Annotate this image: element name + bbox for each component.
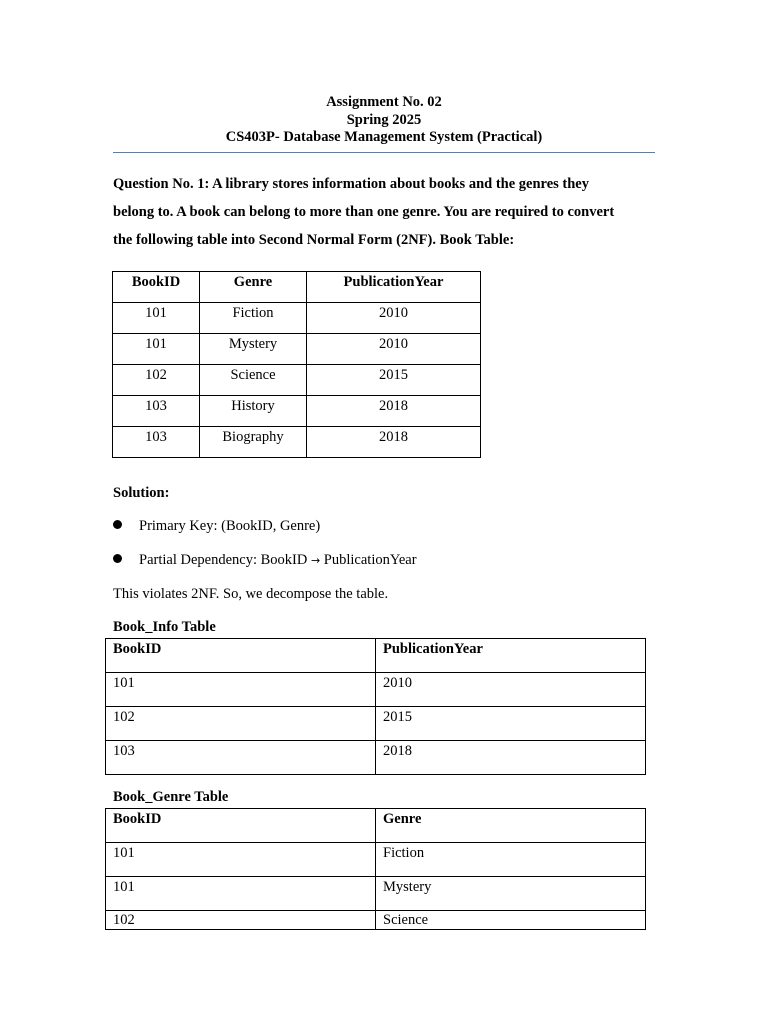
table-row <box>113 396 481 427</box>
book-table-header-row <box>113 272 481 303</box>
table-cell: 103 <box>113 427 200 458</box>
semester: Spring 2025 <box>346 111 422 128</box>
table-cell: 2015 <box>376 707 646 741</box>
table-cell: History <box>200 396 307 427</box>
table-row <box>106 741 646 775</box>
table-cell: 2018 <box>376 741 646 775</box>
table-row <box>106 911 646 930</box>
table-cell: 2010 <box>307 334 481 365</box>
bullet-dot-icon <box>113 554 122 563</box>
table-cell: Mystery <box>376 877 646 911</box>
bullet-primary-key <box>113 518 320 535</box>
book-info-caption: Book_Info Table <box>113 619 216 635</box>
question-text <box>113 170 653 254</box>
book-table-header-genre: Genre <box>200 272 307 303</box>
bullet-text: Primary Key: (BookID, Genre) <box>139 518 321 534</box>
question-line-1: Question No. 1: A library stores information about books and the genres they <box>113 176 589 192</box>
book-genre-header-bookid: BookID <box>106 809 376 843</box>
bullet-text-right: PublicationYear <box>323 552 417 568</box>
table-cell: Science <box>200 365 307 396</box>
table-cell: 2018 <box>307 427 481 458</box>
question-line-2: belong to. A book can belong to more than one genre. You are required to convert <box>113 204 615 220</box>
book-genre-table <box>105 808 646 930</box>
table-cell: 103 <box>113 396 200 427</box>
table-row <box>113 303 481 334</box>
right-arrow-icon: → <box>310 554 321 567</box>
table-row <box>113 427 481 458</box>
table-cell: Science <box>376 911 646 930</box>
table-cell: 101 <box>106 877 376 911</box>
book-genre-header-genre: Genre <box>376 809 646 843</box>
table-cell: 2010 <box>376 673 646 707</box>
course-title: CS403P- Database Management System (Practical) <box>225 129 543 145</box>
book-genre-caption: Book_Genre Table <box>113 789 229 805</box>
table-cell: 101 <box>106 843 376 877</box>
table-row <box>106 673 646 707</box>
table-cell: 101 <box>106 673 376 707</box>
table-cell: 2010 <box>307 303 481 334</box>
table-row <box>113 334 481 365</box>
book-table-header-year: PublicationYear <box>307 272 481 303</box>
book-table <box>112 271 481 458</box>
book-info-header-year: PublicationYear <box>376 639 646 673</box>
book-info-header-row <box>106 639 646 673</box>
book-genre-header-row <box>106 809 646 843</box>
table-cell: 102 <box>106 707 376 741</box>
bullet-dot-icon <box>113 520 122 529</box>
table-cell: Mystery <box>200 334 307 365</box>
table-cell: 101 <box>113 334 200 365</box>
book-info-table <box>105 638 646 775</box>
table-row <box>106 843 646 877</box>
table-cell: 102 <box>113 365 200 396</box>
book-table-header-bookid: BookID <box>113 272 200 303</box>
assignment-number: Assignment No. 02 <box>326 94 442 110</box>
bullet-partial-dependency <box>113 552 417 569</box>
table-cell: 2015 <box>307 365 481 396</box>
table-cell: 101 <box>113 303 200 334</box>
table-row <box>106 707 646 741</box>
question-line-3: the following table into Second Normal Form (2NF). Book Table: <box>113 232 515 248</box>
table-cell: Fiction <box>376 843 646 877</box>
solution-label: Solution: <box>113 485 170 501</box>
table-row <box>113 365 481 396</box>
book-info-header-bookid: BookID <box>106 639 376 673</box>
table-cell: Fiction <box>200 303 307 334</box>
bullet-text-left: Partial Dependency: BookID <box>139 552 308 568</box>
table-cell: 103 <box>106 741 376 775</box>
document-header <box>0 94 768 147</box>
table-row <box>106 877 646 911</box>
header-divider <box>113 152 655 153</box>
decompose-note: This violates 2NF. So, we decompose the table. <box>113 586 389 602</box>
table-cell: Biography <box>200 427 307 458</box>
table-cell: 2018 <box>307 396 481 427</box>
table-cell: 102 <box>106 911 376 930</box>
